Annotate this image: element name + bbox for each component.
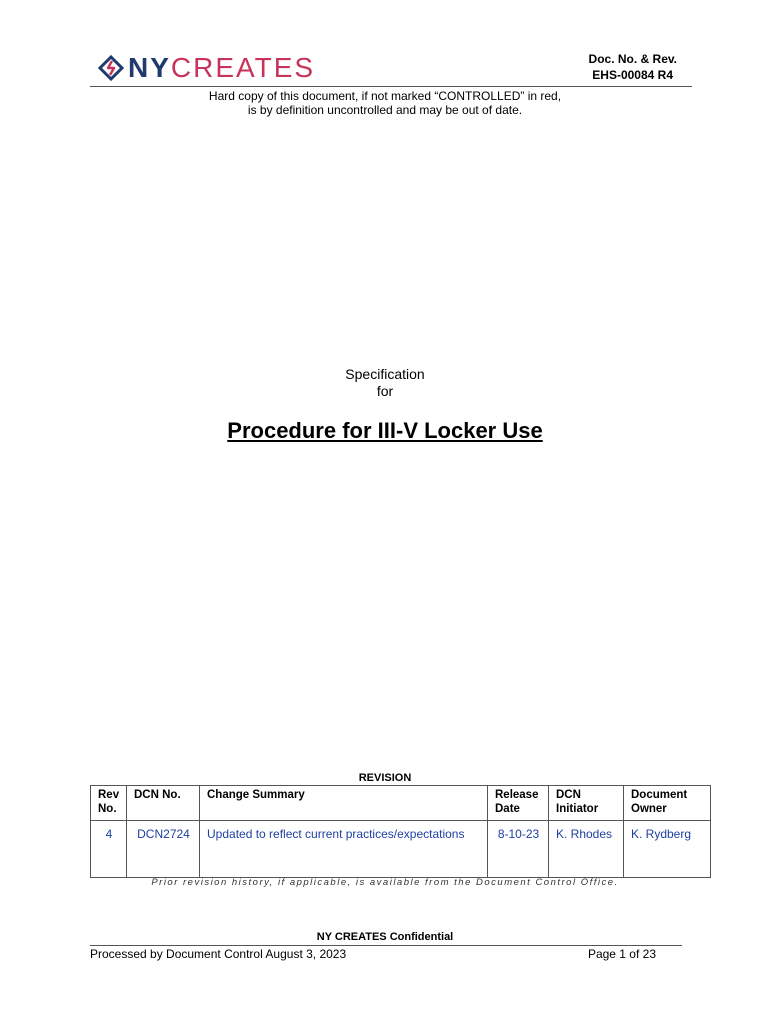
logo-wordmark <box>128 52 315 84</box>
col-header-dcn: DCN No. <box>127 786 200 821</box>
page-number: Page 1 of 23 <box>587 947 656 961</box>
table-row <box>91 821 711 878</box>
col-header-rev-line1: Rev <box>98 789 120 801</box>
prior-revision-note: Prior revision history, if applicable, is available from the Document Control Office. <box>151 877 619 888</box>
doc-number-value: EHS-00084 R4 <box>592 68 673 82</box>
processed-by-text: Processed by Document Control August 3, 2023 <box>90 947 347 961</box>
header-divider <box>90 86 692 87</box>
document-title: Procedure for III-V Locker Use <box>227 418 543 443</box>
col-header-owner <box>624 786 711 821</box>
cell-owner: K. Rydberg <box>624 821 711 878</box>
col-header-owner-line2: Owner <box>631 803 667 815</box>
confidential-label: NY CREATES Confidential <box>316 931 454 943</box>
col-header-initiator <box>549 786 624 821</box>
hardcopy-notice-line2: is by definition uncontrolled and may be out of date. <box>247 103 523 117</box>
cell-summary: Updated to reflect current practices/expectations <box>200 821 488 878</box>
col-header-release-line1: Release <box>495 789 539 801</box>
for-label: for <box>376 383 394 399</box>
logo-creates-text: CREATES <box>170 52 316 83</box>
revision-table <box>90 785 711 878</box>
col-header-initiator-line1: DCN <box>556 789 581 801</box>
revision-header-row <box>91 786 711 821</box>
cell-initiator: K. Rhodes <box>549 821 624 878</box>
revision-heading: REVISION <box>358 772 412 784</box>
hardcopy-notice-line1: Hard copy of this document, if not marked “CONTROLLED” in red, <box>208 89 562 103</box>
col-header-rev-line2: No. <box>98 803 117 815</box>
cell-release-date: 8-10-23 <box>488 821 549 878</box>
footer-divider <box>90 945 682 946</box>
doc-number-label: Doc. No. & Rev. <box>588 52 677 66</box>
col-header-release-line2: Date <box>495 803 520 815</box>
nycreates-logo <box>98 52 315 84</box>
logo-mark-icon <box>98 55 124 81</box>
col-header-rev <box>91 786 127 821</box>
col-header-owner-line1: Document <box>631 789 688 801</box>
cell-dcn: DCN2724 <box>127 821 200 878</box>
specification-label: Specification <box>345 366 425 382</box>
col-header-summary: Change Summary <box>200 786 488 821</box>
col-header-release <box>488 786 549 821</box>
col-header-initiator-line2: Initiator <box>556 803 599 815</box>
logo-ny-text: NY <box>128 52 171 83</box>
cell-rev: 4 <box>91 821 127 878</box>
